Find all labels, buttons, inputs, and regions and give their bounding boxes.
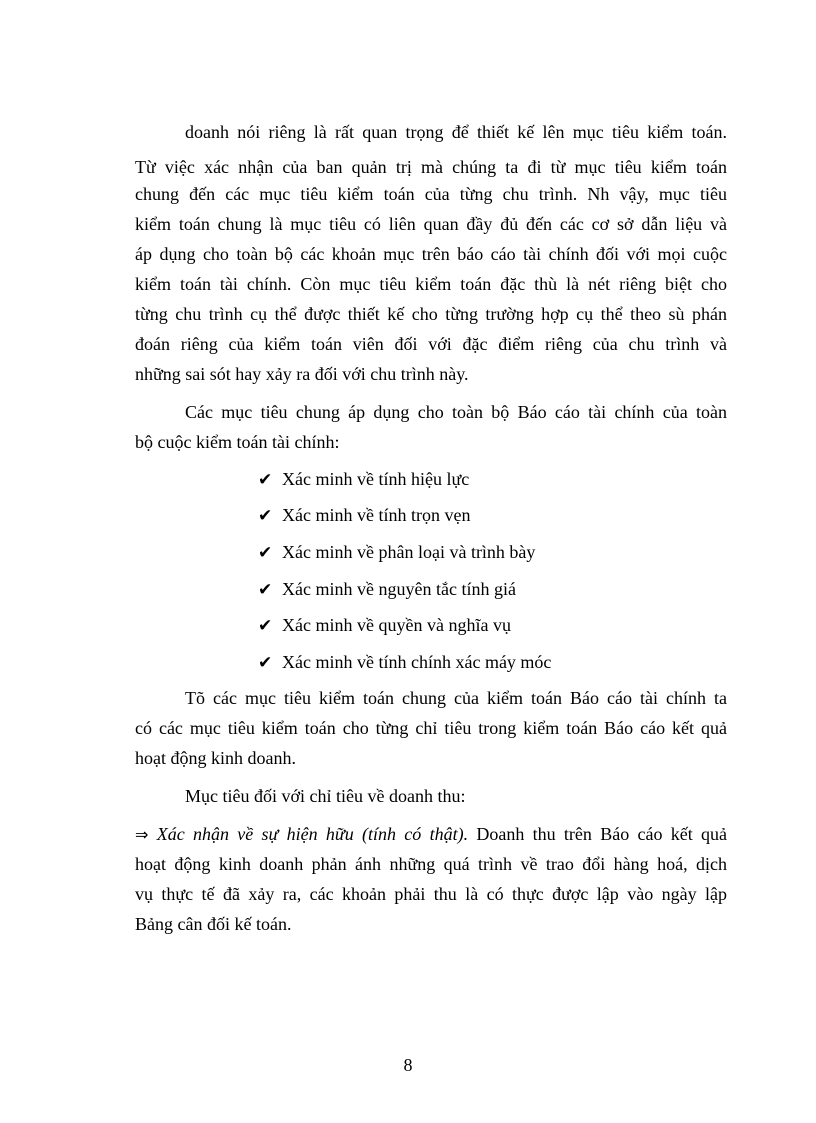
checklist-item — [258, 540, 535, 565]
check-icon: ✔ — [258, 616, 273, 636]
paragraph-5-line-1 — [135, 822, 727, 847]
checklist-item-label: Xác minh về tính chính xác máy móc — [282, 652, 552, 672]
paragraph-1-line-3: chung đến các mục tiêu kiểm toán của từng chu trình. Nh vậy, mục tiêu — [135, 184, 727, 204]
checklist-item — [258, 503, 470, 528]
paragraph-1-line-8: đoán riêng của kiểm toán viên đối với đặc điểm riêng của chu trình và — [135, 334, 727, 354]
paragraph-3-line-3: hoạt động kinh doanh. — [135, 748, 296, 768]
check-icon: ✔ — [258, 470, 273, 490]
checklist-item-label: Xác minh về quyền và nghĩa vụ — [282, 615, 511, 635]
paragraph-4: Mục tiêu đối với chỉ tiêu về doanh thu: — [185, 786, 466, 806]
paragraph-1-line-4: kiểm toán chung là mục tiêu có liên quan đầy đủ đến các cơ sở dẫn liệu và — [135, 214, 727, 234]
check-icon: ✔ — [258, 543, 273, 563]
paragraph-1-line-9: những sai sót hay xảy ra đối với chu trình này. — [135, 364, 469, 384]
check-icon: ✔ — [258, 580, 273, 600]
double-arrow-right-icon: ⇒ — [135, 825, 149, 844]
paragraph-5-first-line-rest: Doanh thu trên Báo cáo kết quả — [468, 824, 728, 844]
paragraph-2-line-2: bộ cuộc kiểm toán tài chính: — [135, 432, 340, 452]
paragraph-1-line-5: áp dụng cho toàn bộ các khoản mục trên báo cáo tài chính đối với mọi cuộc — [135, 244, 727, 264]
checklist-item — [258, 613, 511, 638]
checklist-item-label: Xác minh về tính trọn vẹn — [282, 505, 471, 525]
paragraph-5-italic-lead: Xác nhận về sự hiện hữu (tính có thật). — [156, 824, 469, 844]
checklist-item-label: Xác minh về tính hiệu lực — [282, 469, 470, 489]
paragraph-5-line-3: vụ thực tế đã xảy ra, các khoản phải thu là có thực được lập vào ngày lập — [135, 884, 727, 904]
paragraph-1-line-7: từng chu trình cụ thể được thiết kế cho từng trường hợp cụ thể theo sù phán — [135, 304, 727, 324]
check-icon: ✔ — [258, 653, 273, 673]
paragraph-1-line-2: Từ việc xác nhận của ban quản trị mà chúng ta đi từ mục tiêu kiểm toán — [135, 157, 727, 177]
checklist-item — [258, 577, 516, 602]
paragraph-5-line-4: Bảng cân đối kế toán. — [135, 914, 292, 934]
checklist-item-label: Xác minh về phân loại và trình bày — [282, 542, 536, 562]
paragraph-3-line-1: Tõ các mục tiêu kiểm toán chung của kiểm toán Báo cáo tài chính ta — [185, 688, 727, 708]
paragraph-1-line-6: kiểm toán tài chính. Còn mục tiêu kiểm toán đặc thù là nét riêng biệt cho — [135, 274, 727, 294]
checklist-item — [258, 650, 551, 675]
paragraph-3-line-2: có các mục tiêu kiểm toán cho từng chỉ tiêu trong kiểm toán Báo cáo kết quả — [135, 718, 727, 738]
paragraph-1-line-1: doanh nói riêng là rất quan trọng để thiết kế lên mục tiêu kiểm toán. — [185, 122, 727, 142]
check-icon: ✔ — [258, 506, 273, 526]
checklist-item-label: Xác minh về nguyên tắc tính giá — [282, 579, 516, 599]
paragraph-2-line-1: Các mục tiêu chung áp dụng cho toàn bộ Báo cáo tài chính của toàn — [185, 402, 727, 422]
paragraph-5-line-2: hoạt động kinh doanh phản ánh những quá trình về trao đổi hàng hoá, dịch — [135, 854, 727, 874]
page-number: 8 — [403, 1055, 413, 1075]
checklist-item — [258, 467, 469, 492]
